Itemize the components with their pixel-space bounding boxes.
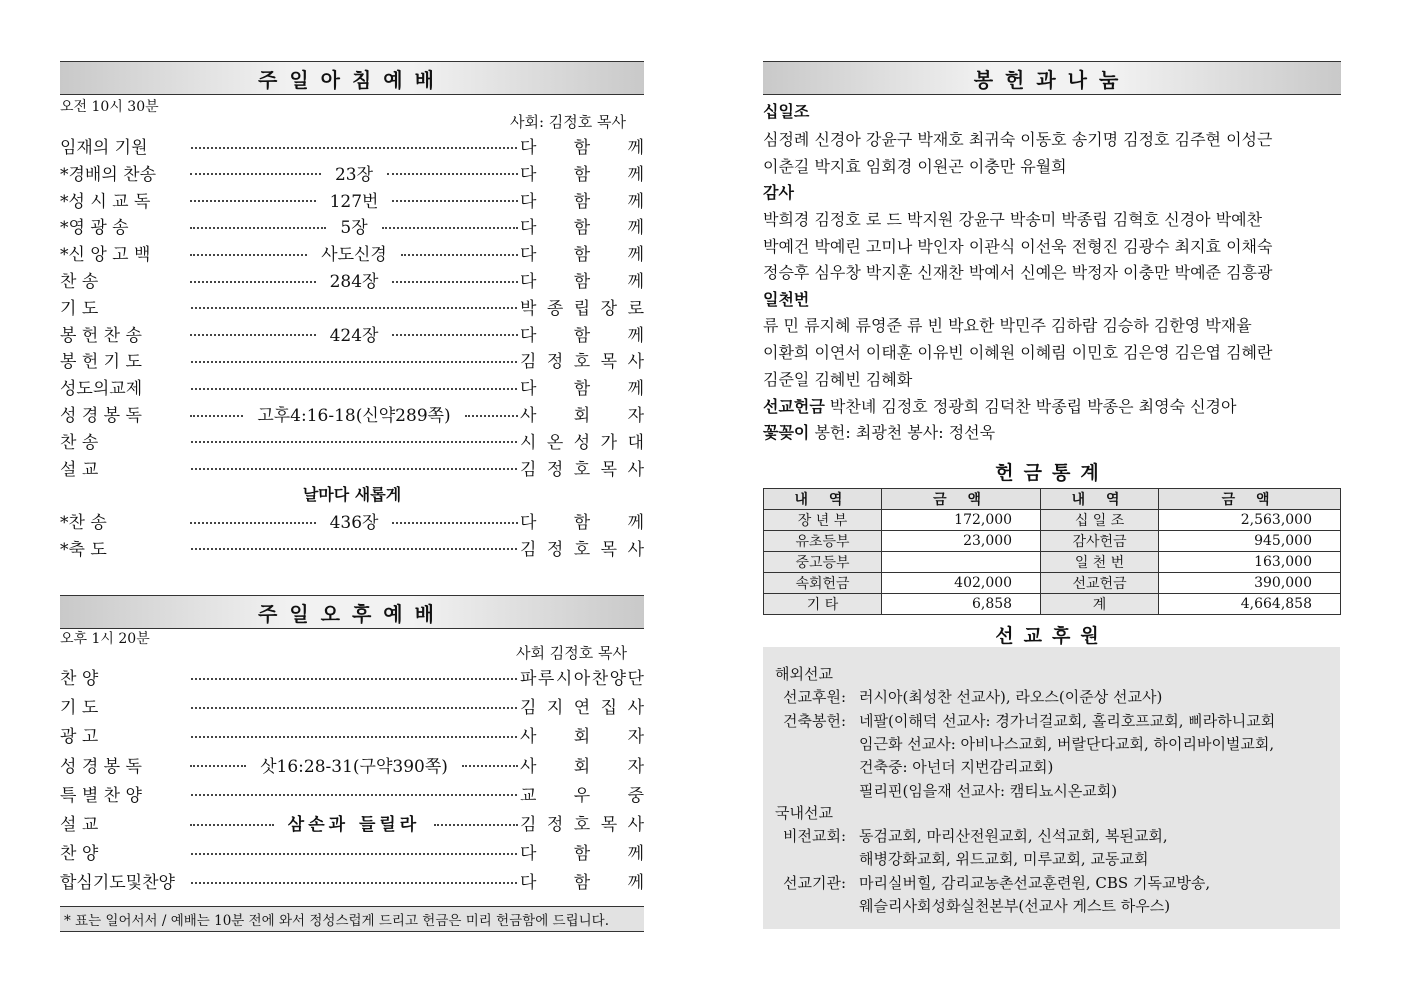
dot-leader: [190, 200, 316, 202]
stats-amount: 945,000: [1159, 531, 1341, 552]
order-item-person: 다 함 께: [520, 138, 644, 158]
thousand-line-3: 김준일 김혜빈 김혜화: [763, 370, 913, 389]
dot-leader: [465, 415, 518, 417]
stats-category: 기 타: [764, 594, 882, 615]
dot-leader: [191, 468, 517, 470]
building-text-4: 필리핀(임을재 선교사: 캠티뇨시온교회): [859, 782, 1118, 800]
dot-leader: [434, 824, 518, 826]
order-item-name: 기 도: [60, 698, 99, 719]
order-row: [60, 721, 644, 748]
order-item-name: 봉 헌 찬 송: [60, 325, 142, 346]
order-row: [60, 346, 644, 373]
mission-offering-line: [763, 394, 1341, 420]
stats-title: 헌금통계: [995, 462, 1109, 484]
mission-offering-label: 선교헌금: [763, 397, 825, 416]
building-text-1: 네팔(이해덕 선교사: 경가너걸교회, 홀리호프교회, 삐라하니교회: [859, 712, 1276, 730]
order-item-person: 시 온 성 가 대: [520, 432, 644, 453]
thanks-line-2: 박예건 박예린 고미나 박인자 이관식 이선욱 전형진 김광수 최지효 이채숙: [763, 237, 1273, 256]
order-item-person: 김 정 호 목 사: [520, 539, 644, 560]
order-item-detail: 436장: [329, 513, 379, 534]
dot-leader: [401, 254, 518, 256]
agency-text-2: 웨슬리사회성화실천본부(선교사 게스트 하우스): [859, 897, 1171, 915]
order-item-person: 다 함 께: [520, 844, 644, 865]
morning-title: 주일아침예배: [60, 61, 644, 95]
dot-leader: [191, 853, 517, 855]
stats-amount: [882, 552, 1041, 573]
morning-time: 오전 10시 30분: [60, 99, 159, 115]
order-item-person: 김 정 호 목 사: [520, 352, 644, 373]
flower-line: [763, 420, 1341, 446]
dot-leader: [392, 281, 518, 283]
tithe-line-2: 이춘길 박지효 임회경 이원곤 이충만 유월희: [763, 157, 1067, 176]
order-item-person: 다 함 께: [520, 379, 644, 400]
order-row: [60, 454, 644, 481]
sermon-title: 날마다 새롭게: [302, 485, 402, 505]
dot-leader: [191, 736, 517, 738]
order-item-person: 김 정 호 목 사: [520, 815, 645, 835]
order-item-detail: 삼손과 들릴라: [287, 815, 421, 835]
dot-leader: [191, 441, 517, 443]
order-item-name: 광 고: [60, 727, 99, 748]
stats-amount: 6,858: [882, 594, 1041, 615]
order-item-detail: 삿16:28-31(구약390쪽): [260, 756, 448, 777]
morning-host: 사회: 김정호 목사: [510, 113, 627, 131]
thousand-line-1: 류 민 류지혜 류영준 류 빈 박요한 박민주 김하람 김승하 김한영 박재율: [763, 316, 1252, 335]
dot-leader: [392, 334, 518, 336]
dot-leader: [191, 307, 517, 309]
order-item-name: 합심기도및찬양: [60, 873, 175, 894]
stats-row: [764, 594, 1341, 615]
order-row: [60, 838, 644, 865]
order-item-person: 다 함 께: [520, 272, 644, 292]
order-item-name: 설 교: [60, 815, 99, 835]
thousand-line-2: 이환희 이연서 이태훈 이유빈 이혜원 이혜림 이민호 김은영 김은엽 김혜란: [763, 343, 1273, 362]
overseas-heading: 해외선교: [775, 665, 833, 683]
dot-leader: [190, 522, 316, 524]
domestic-heading: 국내선교: [775, 804, 833, 822]
dot-leader: [191, 361, 517, 363]
order-row: [60, 427, 644, 454]
dot-leader: [190, 254, 307, 256]
order-row: [60, 507, 644, 534]
stats-header-row: [764, 489, 1341, 510]
stats-amount: 172,000: [882, 510, 1041, 531]
order-row: [60, 320, 644, 347]
stats-row: [764, 573, 1341, 594]
order-item-name: 설 교: [60, 459, 99, 480]
dot-leader: [191, 147, 517, 149]
dot-leader: [190, 173, 321, 175]
dot-leader: [191, 882, 517, 884]
order-row: [60, 809, 644, 836]
thanks-line-3: 정승후 심우창 박지훈 신재찬 박예서 신예은 박정자 이충만 박예준 김흥광: [763, 263, 1273, 282]
afternoon-title: 주일오후예배: [60, 595, 644, 629]
dot-leader: [462, 765, 518, 767]
stats-category: 중고등부: [764, 552, 882, 573]
dot-leader: [191, 678, 517, 680]
order-item-name: 특 별 찬 양: [60, 785, 142, 806]
tithe-line-1: 심정례 신경아 강윤구 박재호 최귀숙 이동호 송기명 김정호 김주현 이성근: [763, 130, 1273, 149]
order-item-name: *경배의 찬송: [60, 164, 157, 185]
building-text-3: 건축중: 아넌더 지번감리교회): [859, 758, 1054, 776]
order-item-person: 사 회 자: [520, 756, 644, 777]
stats-category: 십 일 조: [1041, 510, 1159, 531]
building-text-2: 임근화 선교사: 아비나스교회, 버랄단다교회, 하이리바이벌교회,: [859, 735, 1275, 753]
dot-leader: [190, 227, 326, 229]
order-row: [60, 534, 644, 561]
dot-leader: [190, 824, 274, 826]
tithe-label: 십일조: [763, 102, 810, 121]
order-row: [60, 159, 644, 186]
stats-category: 장 년 부: [764, 510, 882, 531]
order-row: [60, 780, 644, 807]
order-item-person: 김 지 연 집 사: [520, 698, 644, 719]
dot-leader: [190, 334, 316, 336]
thanks-label: 감사: [763, 183, 794, 202]
footnote: * 표는 일어서서 / 예배는 10분 전에 와서 정성스럽게 드리고 헌금은 미리 헌금함에 드립니다.: [60, 906, 644, 932]
flower-text: 봉헌: 최광천 봉사: 정선욱: [814, 423, 996, 442]
order-item-person: 사 회 자: [520, 727, 644, 748]
agency-label: 선교기관:: [783, 874, 847, 892]
order-item-detail: 사도신경: [321, 245, 387, 266]
order-item-person: 김 정 호 목 사: [520, 459, 644, 480]
mission-offering-names: 박찬녜 김정호 정광희 김덕찬 박종립 박종은 최영숙 신경아: [829, 397, 1237, 416]
order-item-detail: 127번: [329, 191, 379, 212]
dot-leader: [191, 794, 517, 796]
stats-category: 계: [1041, 594, 1159, 615]
order-item-person: 다 함 께: [520, 873, 644, 894]
order-item-name: 봉 헌 기 도: [60, 352, 142, 373]
stats-table-wrap: [763, 488, 1341, 615]
dot-leader: [190, 765, 246, 767]
order-item-name: 성도의교제: [60, 379, 143, 400]
order-row: [60, 373, 644, 400]
order-item-name: *신 앙 고 백: [60, 245, 151, 266]
stats-category: 속회헌금: [764, 573, 882, 594]
stats-header: 내 역: [1041, 489, 1159, 510]
vision-label: 비전교회:: [783, 827, 847, 845]
dot-leader: [382, 227, 518, 229]
thousand-label: 일천번: [763, 290, 810, 309]
order-item-detail: 고후4:16-18(신약289쪽): [257, 406, 451, 426]
order-item-person: 파 루 시 아 찬 양 단: [520, 669, 644, 689]
dot-leader: [191, 388, 517, 390]
stats-category: 일 천 번: [1041, 552, 1159, 573]
agency-text-1: 마리실버힐, 감리교농촌선교훈련원, CBS 기독교방송,: [859, 874, 1211, 892]
stats-header: 금 액: [1159, 489, 1341, 510]
stats-amount: 402,000: [882, 573, 1041, 594]
stats-amount: 390,000: [1159, 573, 1341, 594]
dot-leader: [191, 707, 517, 709]
stats-table: [763, 488, 1341, 615]
order-row: [60, 186, 644, 213]
order-item-person: 다 함 께: [520, 191, 644, 212]
thanks-line-1: 박희경 김정호 로 드 박지원 강윤구 박송미 박종립 김혁호 신경아 박예찬: [763, 210, 1263, 229]
mission-support-box: [763, 647, 1340, 929]
morning-order-list: [60, 132, 645, 560]
stats-row: [764, 552, 1341, 573]
dot-leader: [387, 173, 518, 175]
dot-leader: [392, 522, 518, 524]
order-item-detail: 23장: [334, 164, 374, 185]
order-item-name: *성 시 교 독: [60, 191, 151, 212]
order-row: [60, 663, 644, 690]
order-item-person: 다 함 께: [520, 218, 644, 239]
order-row: [60, 239, 644, 266]
order-row: [60, 867, 644, 894]
order-row: [60, 266, 644, 293]
afternoon-service: [60, 595, 644, 629]
order-item-name: *축 도: [60, 539, 107, 560]
stats-row: [764, 531, 1341, 552]
stats-header: 금 액: [882, 489, 1041, 510]
afternoon-order-list: [60, 663, 644, 903]
stats-category: 감사헌금: [1041, 531, 1159, 552]
order-item-detail: 424장: [329, 325, 379, 346]
dot-leader: [190, 415, 243, 417]
order-item-person: 교 우 중: [520, 785, 644, 806]
order-row: [60, 692, 644, 719]
support-label: 선교후원:: [783, 688, 847, 706]
offering-section: [763, 61, 1341, 95]
order-row: [60, 400, 644, 427]
offering-body: [763, 99, 1341, 454]
dot-leader: [191, 548, 517, 550]
order-item-person: 사 회 자: [520, 406, 644, 426]
stats-amount: 2,563,000: [1159, 510, 1341, 531]
order-item-name: 임재의 기원: [60, 138, 148, 158]
afternoon-host: 사회 김정호 목사: [516, 644, 627, 662]
order-item-person: 다 함 께: [520, 164, 644, 185]
order-item-person: 박 종 립 장 로: [520, 298, 644, 319]
order-row: [60, 132, 644, 159]
morning-service: [60, 61, 644, 95]
vision-text-2: 해병강화교회, 위드교회, 미루교회, 교동교회: [859, 850, 1149, 868]
dot-leader: [392, 200, 518, 202]
order-item-name: *찬 송: [60, 513, 107, 534]
order-item-name: 찬 송: [60, 432, 99, 453]
order-item-person: 다 함 께: [520, 325, 644, 346]
support-title: 선교후원: [995, 625, 1109, 647]
support-text: 러시아(최성찬 선교사), 라오스(이준상 선교사): [859, 688, 1163, 706]
order-item-name: 찬 송: [60, 272, 99, 292]
stats-header: 내 역: [764, 489, 882, 510]
order-item-detail: 5장: [340, 218, 368, 239]
order-item-person: 다 함 께: [520, 245, 645, 266]
stats-amount: 163,000: [1159, 552, 1341, 573]
dot-leader: [190, 281, 316, 283]
vision-text-1: 동검교회, 마리산전원교회, 신석교회, 복된교회,: [859, 827, 1168, 845]
stats-amount: 4,664,858: [1159, 594, 1341, 615]
stats-category: 선교헌금: [1041, 573, 1159, 594]
stats-category: 유초등부: [764, 531, 882, 552]
order-item-name: 기 도: [60, 298, 99, 319]
order-item-name: 찬 양: [60, 844, 99, 865]
flower-label: 꽃꽂이: [763, 423, 810, 442]
order-item-name: *영 광 송: [60, 218, 129, 239]
stats-row: [764, 510, 1341, 531]
order-row: [60, 751, 644, 778]
order-row: [60, 212, 644, 239]
order-row: [60, 293, 644, 320]
building-label: 건축봉헌:: [783, 712, 847, 730]
afternoon-time: 오후 1시 20분: [60, 631, 150, 647]
order-item-person: 다 함 께: [520, 513, 644, 534]
order-item-detail: 284장: [329, 272, 379, 292]
offering-title: 봉헌과나눔: [763, 61, 1341, 95]
order-item-name: 성 경 봉 독: [60, 756, 142, 777]
stats-amount: 23,000: [882, 531, 1041, 552]
order-item-name: 성 경 봉 독: [60, 406, 142, 426]
order-item-name: 찬 양: [60, 669, 99, 689]
